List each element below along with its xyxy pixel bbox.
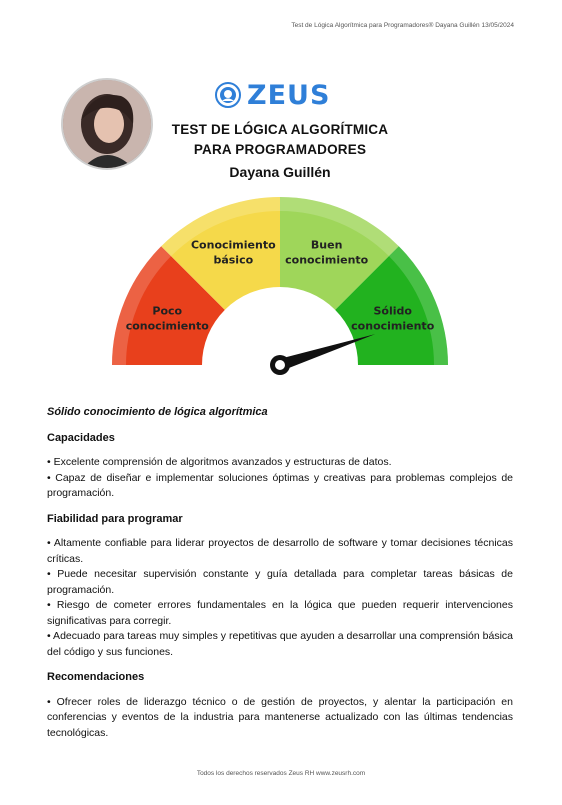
gauge-label: conocimiento	[351, 319, 435, 333]
section-capacidades	[47, 431, 513, 502]
page-title-line2: PARA PROGRAMADORES	[193, 142, 367, 157]
gauge-label: Buen	[310, 238, 343, 252]
title-block	[130, 120, 430, 182]
bullet-item: • Riesgo de cometer errores fundamentales en la lógica que pueden requerir intervenciones significativas para corregir.	[47, 599, 513, 627]
bullet-item: • Adecuado para tareas muy simples y repetitivas que ayuden a desarrollar una comprensión básica del código y sus funciones.	[47, 630, 513, 658]
result-content	[47, 405, 513, 751]
zeus-logo	[215, 80, 345, 110]
footer-text: Todos los derechos reservados Zeus RH www.zeusrh.com	[196, 770, 366, 777]
knowledge-gauge	[100, 195, 460, 385]
zeus-emblem-icon	[215, 82, 241, 108]
bullet-item: • Excelente comprensión de algoritmos avanzados y estructuras de datos.	[47, 456, 392, 468]
gauge-label: Poco	[152, 304, 183, 318]
section-title: Capacidades	[47, 431, 115, 444]
section-fiabilidad	[47, 512, 513, 661]
section-recomendaciones	[47, 670, 513, 741]
header-note: Test de Lógica Algorítmica para Programadores® Dayana Guillén 13/05/2024	[291, 22, 514, 29]
bullet-item: • Altamente confiable para liderar proyectos de desarrollo de software y tomar decisiones técnicas críticas.	[47, 537, 513, 565]
bullet-item: • Capaz de diseñar e implementar soluciones óptimas y creativas para problemas complejos de programación.	[47, 471, 513, 499]
gauge-needle-hub-center	[275, 360, 285, 370]
author-name: Dayana Guillén	[229, 164, 331, 180]
gauge-label: Conocimiento	[190, 238, 276, 252]
section-title: Recomendaciones	[47, 671, 145, 683]
page-title-line1: TEST DE LÓGICA ALGORÍTMICA	[171, 122, 389, 137]
logo-text: ZEUS	[247, 79, 331, 111]
section-title: Fiabilidad para programar	[47, 512, 183, 525]
gauge-label: conocimiento	[125, 319, 209, 333]
gauge-segments	[112, 197, 448, 365]
gauge-label: Sólido	[373, 304, 412, 318]
bullet-item: • Puede necesitar supervisión constante y guía detallada para completar tareas básicas de programación.	[47, 568, 513, 596]
bullet-item: • Ofrecer roles de liderazgo técnico o de gestión de proyectos, y alentar la participación en conferencias y eventos de la industria para mantenerse actualizado con las últimas tendencias tecnológicas.	[47, 695, 513, 739]
gauge-label: conocimiento	[285, 253, 369, 267]
result-verdict: Sólido conocimiento de lógica algorítmica	[47, 406, 268, 418]
gauge-label: básico	[213, 253, 254, 267]
